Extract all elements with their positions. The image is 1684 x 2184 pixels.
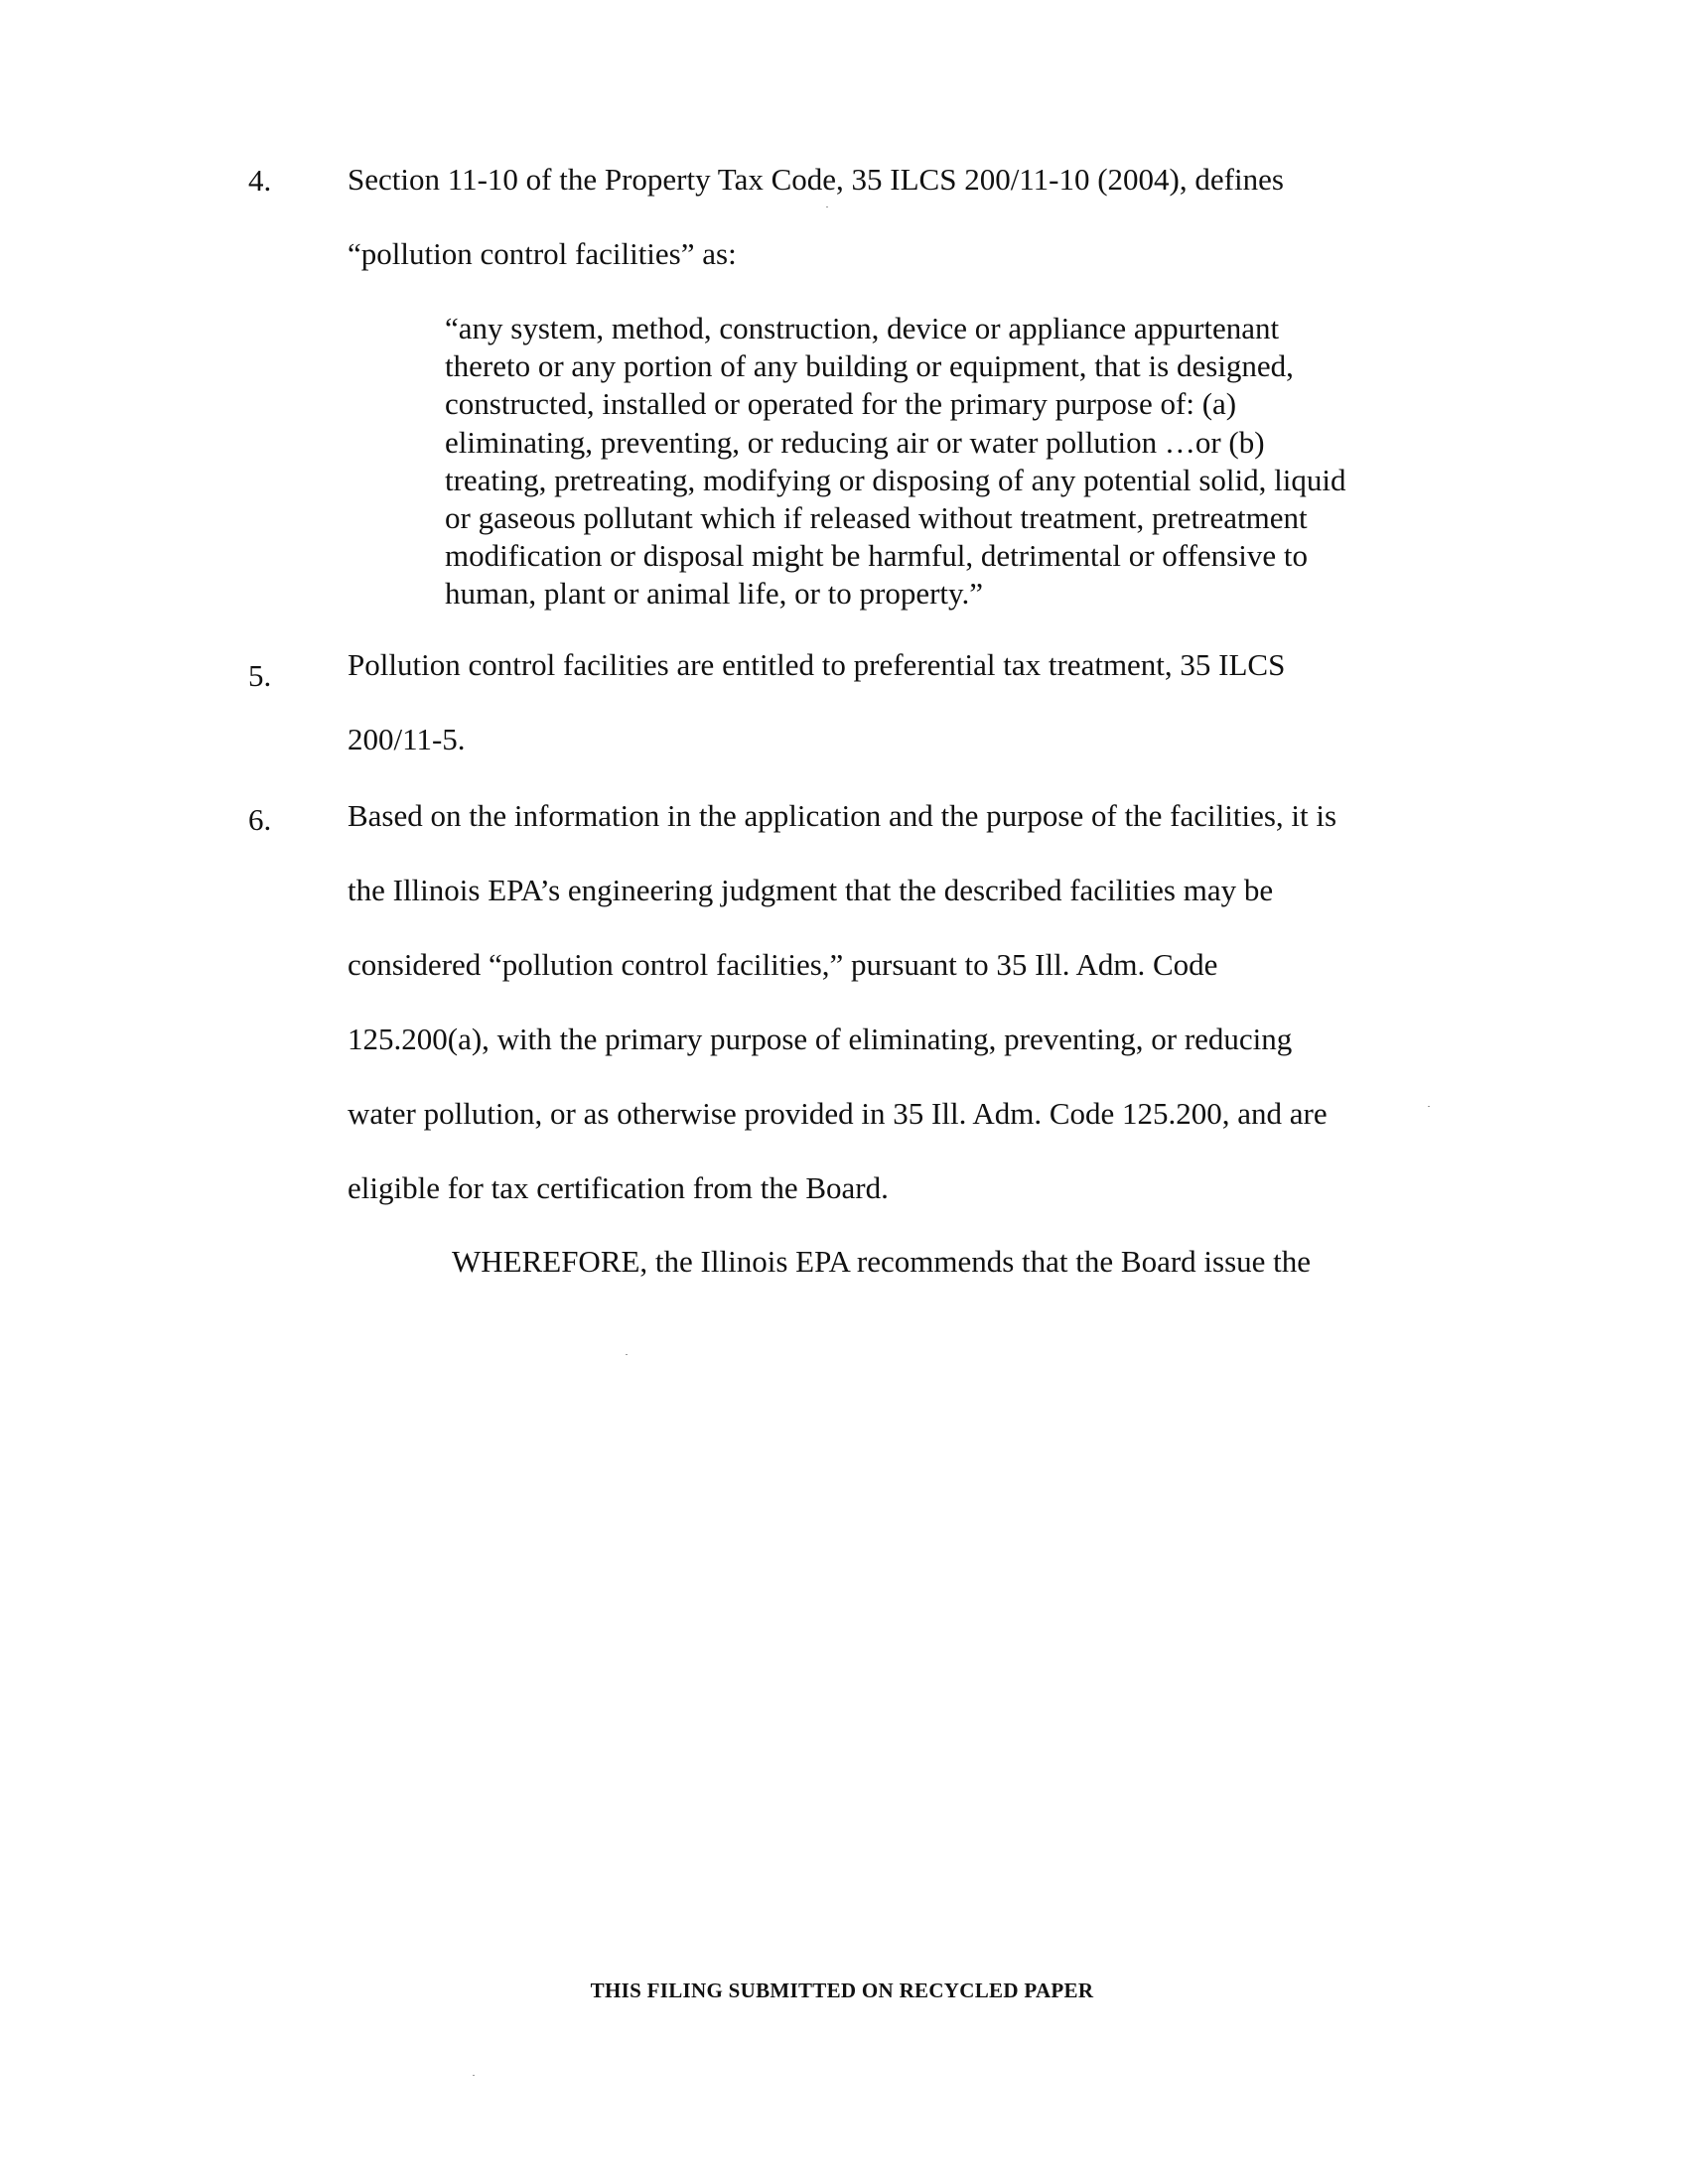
quote-line: constructed, installed or operated for the primary purpose of: (a) — [445, 386, 1237, 422]
text-line: the Illinois EPA’s engineering judgment that the described facilities may be — [348, 873, 1274, 907]
quote-line: thereto or any portion of any building or equipment, that is designed, — [445, 348, 1294, 384]
quote-line: modification or disposal might be harmful, detrimental or offensive to — [445, 538, 1308, 574]
paragraph-number: 4. — [248, 163, 272, 198]
paragraph-number: 5. — [248, 658, 272, 693]
page-footer: THIS FILING SUBMITTED ON RECYCLED PAPER — [590, 1979, 1094, 2002]
scan-speck — [1428, 1106, 1430, 1107]
text-line: considered “pollution control facilities,” pursuant to 35 Ill. Adm. Code — [348, 947, 1218, 982]
scan-speck — [473, 2075, 475, 2076]
text-line: Based on the information in the application and the purpose of the facilities, it is — [348, 798, 1337, 833]
quote-line: human, plant or animal life, or to property.” — [445, 576, 984, 612]
quote-line: eliminating, preventing, or reducing air or water pollution …or (b) — [445, 424, 1265, 460]
text-line: “pollution control facilities” as: — [348, 236, 737, 271]
block-quote — [445, 310, 1418, 614]
text-line: water pollution, or as otherwise provided in 35 Ill. Adm. Code 125.200, and are — [348, 1096, 1328, 1131]
quote-line: or gaseous pollutant which if released without treatment, pretreatment — [445, 500, 1308, 536]
scan-speck — [826, 206, 828, 207]
paragraph-text — [348, 778, 1420, 1225]
paragraph-text — [348, 142, 1420, 291]
closing-line: WHEREFORE, the Illinois EPA recommends that the Board issue the — [452, 1244, 1312, 1279]
text-line: 125.200(a), with the primary purpose of eliminating, preventing, or reducing — [348, 1022, 1293, 1056]
text-line: 200/11-5. — [348, 722, 466, 756]
text-line: Pollution control facilities are entitled to preferential tax treatment, 35 ILCS — [348, 647, 1286, 682]
text-line: Section 11-10 of the Property Tax Code, 35 ILCS 200/11-10 (2004), defines — [348, 162, 1284, 197]
quote-line: “any system, method, construction, device or appliance appurtenant — [445, 311, 1280, 345]
text-line: eligible for tax certification from the Board. — [348, 1170, 889, 1205]
quote-line: treating, pretreating, modifying or disposing of any potential solid, liquid — [445, 462, 1346, 497]
paragraph-text — [348, 627, 1420, 776]
paragraph-number: 6. — [248, 802, 272, 837]
scan-speck — [626, 1354, 628, 1355]
